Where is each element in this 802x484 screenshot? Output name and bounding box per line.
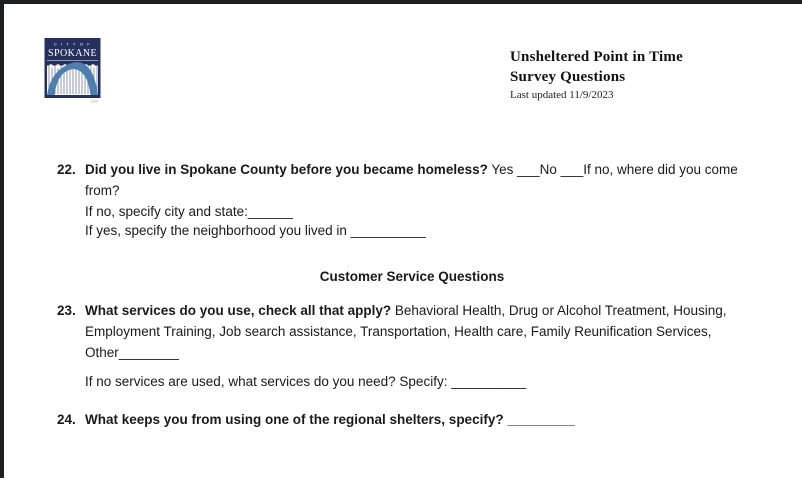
question-22-text xyxy=(85,159,772,201)
question-24-bold-text: What keeps you from using one of the regional shelters, specify? _________ xyxy=(85,412,575,427)
section-heading-customer-service: Customer Service Questions xyxy=(319,269,505,284)
question-23-sub1: If no services are used, what services do you need? Specify: __________ xyxy=(85,374,527,389)
question-24 xyxy=(57,409,772,430)
document-header xyxy=(510,47,683,102)
question-24-number: 24. xyxy=(57,412,76,427)
logo-city-of-text: C I T Y O F xyxy=(53,41,92,47)
question-22-sub1: If no, specify city and state:______ xyxy=(85,204,293,219)
spokane-logo-graphic xyxy=(44,38,101,104)
question-23-number: 23. xyxy=(57,303,76,318)
page-edge-top xyxy=(0,0,802,4)
doc-title-line1: Unsheltered Point in Time xyxy=(510,49,683,65)
question-23 xyxy=(57,300,772,363)
question-22 xyxy=(57,159,772,201)
question-24-text xyxy=(85,409,772,430)
question-23-bold-text: What services do you use, check all that apply? xyxy=(85,303,392,318)
logo-spokane-text: SPOKANE xyxy=(48,48,97,59)
page-edge-left xyxy=(0,0,4,478)
question-22-subquestions xyxy=(85,202,426,240)
question-22-number: 22. xyxy=(57,162,76,177)
question-22-bold-text: Did you live in Spokane County before you became homeless? xyxy=(85,162,488,177)
question-22-sub2: If yes, specify the neighborhood you lived in __________ xyxy=(85,223,426,238)
question-23-subquestions xyxy=(85,372,526,391)
question-23-answer-options: Behavioral Health, Drug or Alcohol Treatment, Housing, Employment Training, Job search assistance, Transportation, Health care, Family Reunification Services, Other________ xyxy=(85,303,727,360)
doc-title-line2: Survey Questions xyxy=(510,69,626,85)
question-23-text xyxy=(85,300,772,363)
last-updated-text: Last updated 11/9/2023 xyxy=(510,89,614,101)
logo-usa-text: USA xyxy=(91,99,98,104)
spokane-city-logo xyxy=(44,38,101,104)
question-22-answer-options: Yes ___No ___If no, where did you come from? xyxy=(85,162,738,198)
